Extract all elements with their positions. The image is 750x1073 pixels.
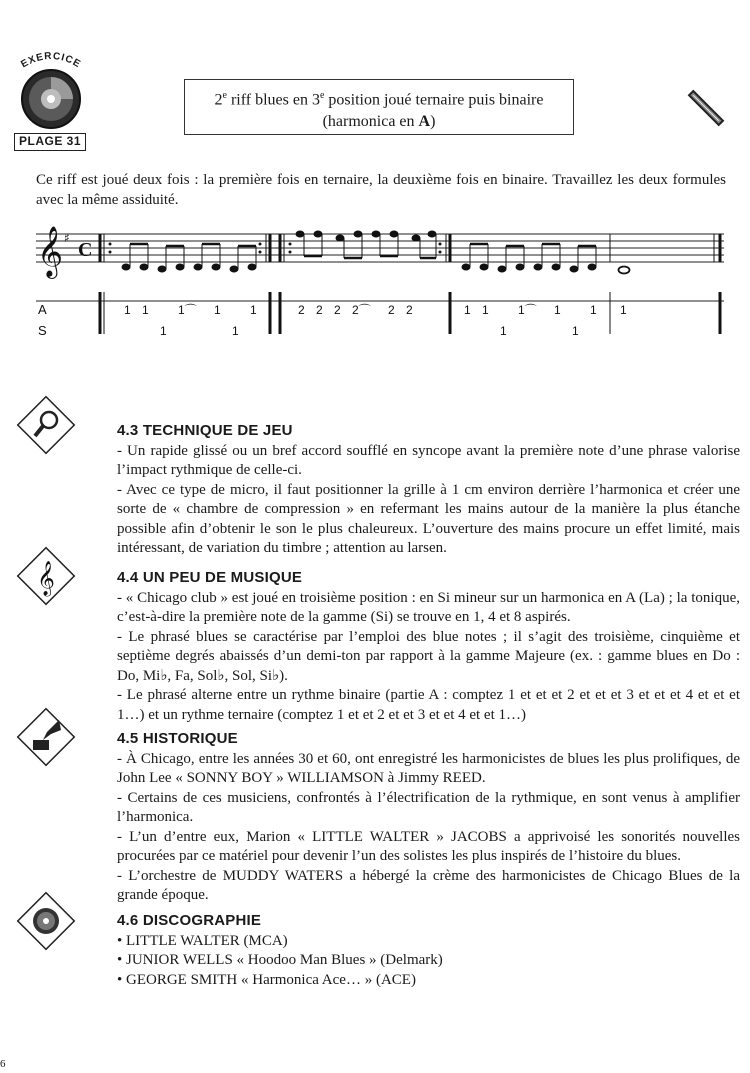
section-title: 4.3 TECHNIQUE DE JEU	[117, 422, 293, 439]
section-title: 4.6 DISCOGRAPHIE	[117, 912, 262, 929]
section-title: 4.4 UN PEU DE MUSIQUE	[117, 569, 303, 586]
tab-num: 1	[482, 303, 489, 317]
section-paragraph: - Le phrasé blues se caractérise par l’emploi des blue notes ; il s’agit des troisième, cinquième et septième degrés abaissés d’un demi-ton par rapport à la gamme Majeure (ex. : gamme blues en Do : Do, Mi♭, Fa, Sol♭, Sol, Si♭).	[117, 628, 740, 684]
page-number: 6	[0, 1058, 6, 1070]
section-historique	[117, 729, 740, 906]
section-musique	[117, 568, 740, 725]
tab-num: 2	[298, 303, 305, 317]
section-paragraph: - Avec ce type de micro, il faut positionner la grille à 1 cm environ derrière l’harmonica et créer une sorte de « chambre de compression » en refermant les mains autour de la manière la plus étanche possible afin d’obtenir le son le plus chaleureux. L’ouverture des mains procure un effet limité, mais intéressant, de variation du timbre ; attention au larsen.	[117, 481, 740, 556]
exercise-title	[184, 79, 574, 135]
intro-text: Ce riff est joué deux fois : la première fois en ternaire, la deuxième fois en binaire. Travaillez les deux formules avec la même assiduité.	[36, 172, 726, 208]
tab-num: 1	[124, 303, 131, 317]
section-title: 4.5 HISTORIQUE	[117, 730, 238, 747]
gramophone-icon	[13, 704, 79, 770]
section-paragraph: - L’un d’entre eux, Marion « LITTLE WALTER » JACOBS a apprivoisé les sonorités nouvelles procurées par ce matériel pour devenir l’un des solistes les plus inspirés de l’histoire du blues.	[117, 828, 740, 864]
tab-num: 1	[464, 303, 471, 317]
section-technique	[117, 421, 740, 559]
tab-num: 1⌒	[178, 303, 197, 317]
tab-row-label-a: A	[38, 302, 47, 317]
discography-item: • LITTLE WALTER (MCA)	[117, 932, 288, 949]
tab-num: 1	[572, 324, 579, 338]
section-paragraph: - Certains de ces musiciens, confrontés à l’électrification de la rythmique, en sont venus à amplifier l’harmonica.	[117, 789, 740, 825]
magnifier-icon	[13, 392, 79, 458]
tab-num: 1	[250, 303, 257, 317]
tab-num: 1	[620, 303, 627, 317]
tab-num: 2	[316, 303, 323, 317]
tab-num: 1	[214, 303, 221, 317]
tab-num: 1	[590, 303, 597, 317]
tab-num: 1	[160, 324, 167, 338]
tab-row-label-s: S	[38, 323, 47, 338]
staff-clef-icon: 𝄞	[37, 226, 64, 277]
harmonica-icon	[686, 86, 726, 130]
tab-num: 1	[142, 303, 149, 317]
tab-num: 1	[554, 303, 561, 317]
music-staff	[34, 222, 726, 342]
section-paragraph: - Un rapide glissé ou un bref accord soufflé en syncope avant la première note d’une phrase valorise l’impact rythmique de celle-ci.	[117, 442, 740, 478]
svg-text:𝄞: 𝄞	[37, 561, 55, 596]
section-paragraph: - L’orchestre de MUDDY WATERS a hébergé la crème des harmonicistes de Chicago Blues de la grande époque.	[117, 867, 740, 903]
tab-num: 1	[232, 324, 239, 338]
exercice-text: EXERCICE	[19, 50, 83, 71]
section-paragraph: - À Chicago, entre les années 30 et 60, ont enregistré les harmonicistes de blues les plus prolifiques, de John Lee « SONNY BOY » WILLIAMSON à Jimmy REED.	[117, 750, 740, 786]
cd-icon	[20, 68, 82, 130]
plage-label: PLAGE 31	[14, 133, 86, 151]
title-line-2: (harmonica en A)	[322, 113, 436, 131]
discography-item: • JUNIOR WELLS « Hoodoo Man Blues » (Delmark)	[117, 952, 443, 968]
section-paragraph: - « Chicago club » est joué en troisième position : en Si mineur sur un harmonica en A (La) ; la tonique, c’est-à-dire la première note de la gamme (Si) se trouve en 1, 4 et 8 aspirés.	[117, 589, 740, 625]
tab-num: 2	[388, 303, 395, 317]
svg-text:C: C	[78, 239, 93, 261]
tab-num: 2	[334, 303, 341, 317]
title-line-1: 2e riff blues en 3e position joué ternaire puis binaire	[214, 90, 544, 109]
svg-text:♯: ♯	[64, 231, 70, 245]
section-discographie	[117, 911, 740, 990]
tab-num: 2⌒	[352, 303, 371, 317]
tab-num: 1⌒	[518, 303, 537, 317]
tab-num: 1	[500, 324, 507, 338]
section-paragraph: - Le phrasé alterne entre un rythme binaire (partie A : comptez 1 et et et 2 et et et 3 et et et 4 et et et 1…) et un rythme ternaire (comptez 1 et et 2 et et 3 et et 4 et et 1…)	[117, 687, 740, 723]
treble-clef-icon	[13, 543, 79, 609]
tab-num: 2	[406, 303, 413, 317]
cd-section-icon	[13, 888, 79, 954]
discography-item: • GEORGE SMITH « Harmonica Ace… » (ACE)	[117, 971, 416, 988]
